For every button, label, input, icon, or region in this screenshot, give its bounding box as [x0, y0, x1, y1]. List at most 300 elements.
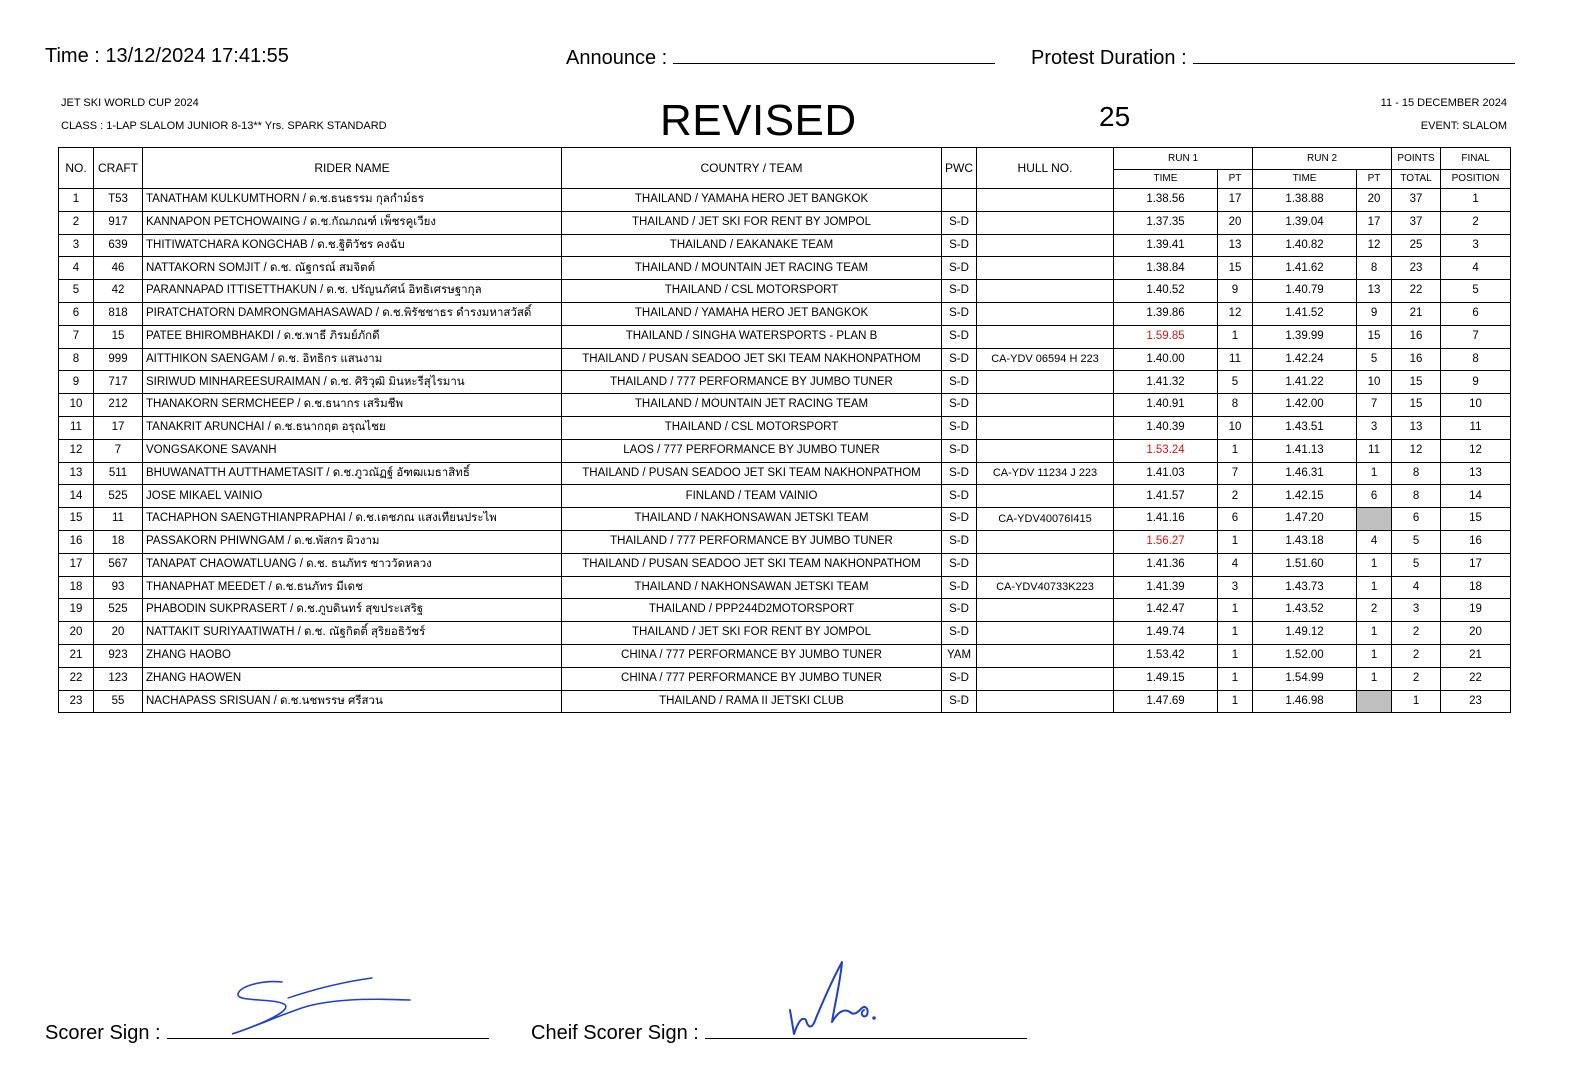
row-final-position: 21 [1441, 644, 1511, 667]
row-final-position: 19 [1441, 599, 1511, 622]
row-run2-pt: 7 [1357, 394, 1392, 417]
row-rider-name: TANAPAT CHAOWATLUANG / ด.ช. ธนภัทร ชาววัดหลวง [143, 553, 562, 576]
row-run1-pt: 1 [1218, 667, 1253, 690]
row-run1-pt: 4 [1218, 553, 1253, 576]
row-run1-time: 1.41.39 [1114, 576, 1218, 599]
row-run1-pt: 17 [1218, 189, 1253, 212]
row-no: 18 [59, 576, 94, 599]
row-pwc: S-D [942, 280, 977, 303]
row-craft: 525 [94, 599, 143, 622]
col-run2: RUN 2 [1253, 148, 1392, 170]
col-points: POINTS [1392, 148, 1441, 170]
row-country-team: THAILAND / MOUNTAIN JET RACING TEAM [562, 394, 942, 417]
row-rider-name: PHABODIN SUKPRASERT / ด.ช.ภูบดินทร์ สุขประเสริฐ [143, 599, 562, 622]
row-country-team: LAOS / 777 PERFORMANCE BY JUMBO TUNER [562, 439, 942, 462]
col-run2-pt: PT [1357, 170, 1392, 189]
sheet-number: 25 [1099, 101, 1131, 132]
row-rider-name: JOSE MIKAEL VAINIO [143, 485, 562, 508]
table-row [59, 325, 1511, 348]
row-hull-no [977, 553, 1114, 576]
row-rider-name: PIRATCHATORN DAMRONGMAHASAWAD / ด.ช.พิรัชชาธร ดำรงมหาสวัสดิ์ [143, 302, 562, 325]
row-final-position: 18 [1441, 576, 1511, 599]
class-label: CLASS : 1-LAP SLALOM JUNIOR 8-13** Yrs. SPARK STANDARD [61, 120, 387, 132]
row-final-position: 9 [1441, 371, 1511, 394]
row-no: 23 [59, 690, 94, 713]
row-hull-no [977, 302, 1114, 325]
row-country-team: THAILAND / YAMAHA HERO JET BANGKOK [562, 302, 942, 325]
row-run1-pt: 13 [1218, 234, 1253, 257]
row-craft: 717 [94, 371, 143, 394]
row-run2-pt [1357, 690, 1392, 713]
row-pwc: S-D [942, 599, 977, 622]
row-rider-name: THITIWATCHARA KONGCHAB / ด.ช.ฐิติวัชร คงฉับ [143, 234, 562, 257]
results-table [58, 147, 1511, 713]
row-run2-time: 1.46.31 [1253, 462, 1357, 485]
col-hull-no: HULL NO. [977, 148, 1114, 189]
table-row [59, 211, 1511, 234]
row-craft: 93 [94, 576, 143, 599]
table-row [59, 576, 1511, 599]
announce-blank-line [673, 45, 995, 64]
row-run1-time: 1.49.74 [1114, 622, 1218, 645]
row-run1-time: 1.53.42 [1114, 644, 1218, 667]
row-rider-name: TANATHAM KULKUMTHORN / ด.ช.ธนธรรม กุลกำม์ธร [143, 189, 562, 212]
row-rider-name: KANNAPON PETCHOWAING / ด.ช.กัณภณฑ์ เพ็ชรคูเวียง [143, 211, 562, 234]
row-country-team: THAILAND / EAKANAKE TEAM [562, 234, 942, 257]
row-no: 1 [59, 189, 94, 212]
table-row [59, 302, 1511, 325]
row-no: 4 [59, 257, 94, 280]
row-run2-time: 1.41.22 [1253, 371, 1357, 394]
row-points-total: 15 [1392, 394, 1441, 417]
row-run1-time: 1.47.69 [1114, 690, 1218, 713]
row-run2-pt: 1 [1357, 576, 1392, 599]
table-row [59, 644, 1511, 667]
row-craft: 818 [94, 302, 143, 325]
row-final-position: 23 [1441, 690, 1511, 713]
row-final-position: 10 [1441, 394, 1511, 417]
row-pwc: S-D [942, 257, 977, 280]
row-run1-pt: 1 [1218, 599, 1253, 622]
row-run1-pt: 1 [1218, 530, 1253, 553]
row-final-position: 7 [1441, 325, 1511, 348]
row-pwc: S-D [942, 348, 977, 371]
row-craft: 567 [94, 553, 143, 576]
row-hull-no [977, 690, 1114, 713]
row-craft: 11 [94, 508, 143, 531]
row-no: 2 [59, 211, 94, 234]
row-run2-time: 1.46.98 [1253, 690, 1357, 713]
row-craft: 123 [94, 667, 143, 690]
row-run1-time: 1.40.39 [1114, 416, 1218, 439]
row-hull-no [977, 530, 1114, 553]
table-row [59, 530, 1511, 553]
scorer-signature [222, 968, 422, 1044]
row-hull-no [977, 371, 1114, 394]
table-row [59, 667, 1511, 690]
row-hull-no [977, 257, 1114, 280]
row-country-team: THAILAND / RAMA II JETSKI CLUB [562, 690, 942, 713]
table-row [59, 462, 1511, 485]
row-no: 9 [59, 371, 94, 394]
table-row [59, 599, 1511, 622]
protest-duration-field [1031, 45, 1515, 70]
row-craft: 525 [94, 485, 143, 508]
row-pwc: S-D [942, 530, 977, 553]
row-craft: T53 [94, 189, 143, 212]
row-run1-time: 1.41.16 [1114, 508, 1218, 531]
row-run2-time: 1.43.73 [1253, 576, 1357, 599]
row-final-position: 12 [1441, 439, 1511, 462]
row-no: 15 [59, 508, 94, 531]
row-run2-pt [1357, 508, 1392, 531]
row-rider-name: ZHANG HAOBO [143, 644, 562, 667]
row-run2-pt: 11 [1357, 439, 1392, 462]
row-run2-time: 1.41.62 [1253, 257, 1357, 280]
row-points-total: 16 [1392, 348, 1441, 371]
col-run1-pt: PT [1218, 170, 1253, 189]
row-pwc: S-D [942, 325, 977, 348]
row-run2-pt: 1 [1357, 644, 1392, 667]
row-run1-pt: 20 [1218, 211, 1253, 234]
row-run2-pt: 2 [1357, 599, 1392, 622]
row-final-position: 1 [1441, 189, 1511, 212]
row-run1-time: 1.53.24 [1114, 439, 1218, 462]
row-run2-time: 1.51.60 [1253, 553, 1357, 576]
table-row [59, 439, 1511, 462]
row-country-team: THAILAND / PUSAN SEADOO JET SKI TEAM NAKHONPATHOM [562, 348, 942, 371]
scorer-sign-label: Scorer Sign : [45, 1022, 161, 1044]
table-row [59, 394, 1511, 417]
event-dates: 11 - 15 DECEMBER 2024 [1380, 97, 1507, 109]
results-body [59, 189, 1511, 713]
row-run1-pt: 1 [1218, 439, 1253, 462]
row-no: 14 [59, 485, 94, 508]
row-run2-time: 1.42.15 [1253, 485, 1357, 508]
row-run2-pt: 10 [1357, 371, 1392, 394]
col-points-total: TOTAL [1392, 170, 1441, 189]
row-rider-name: VONGSAKONE SAVANH [143, 439, 562, 462]
row-craft: 511 [94, 462, 143, 485]
row-craft: 212 [94, 394, 143, 417]
event-name: JET SKI WORLD CUP 2024 [61, 97, 199, 109]
row-run1-pt: 10 [1218, 416, 1253, 439]
row-country-team: THAILAND / MOUNTAIN JET RACING TEAM [562, 257, 942, 280]
row-run2-pt: 1 [1357, 462, 1392, 485]
row-no: 21 [59, 644, 94, 667]
row-no: 16 [59, 530, 94, 553]
row-points-total: 3 [1392, 599, 1441, 622]
row-points-total: 37 [1392, 211, 1441, 234]
row-run2-pt: 15 [1357, 325, 1392, 348]
table-row [59, 280, 1511, 303]
row-pwc: S-D [942, 439, 977, 462]
row-country-team: THAILAND / JET SKI FOR RENT BY JOMPOL [562, 622, 942, 645]
row-rider-name: THANAPHAT MEEDET / ด.ช.ธนภัทร มีเดช [143, 576, 562, 599]
row-pwc: S-D [942, 576, 977, 599]
announce-label: Announce : [566, 47, 668, 69]
row-pwc: S-D [942, 234, 977, 257]
row-hull-no [977, 394, 1114, 417]
row-hull-no [977, 644, 1114, 667]
row-points-total: 25 [1392, 234, 1441, 257]
row-run1-time: 1.59.85 [1114, 325, 1218, 348]
row-hull-no [977, 622, 1114, 645]
row-pwc [942, 189, 977, 212]
row-pwc: S-D [942, 394, 977, 417]
row-no: 12 [59, 439, 94, 462]
row-final-position: 5 [1441, 280, 1511, 303]
row-hull-no [977, 485, 1114, 508]
timestamp: Time : 13/12/2024 17:41:55 [45, 45, 289, 67]
row-craft: 46 [94, 257, 143, 280]
row-no: 13 [59, 462, 94, 485]
row-pwc: S-D [942, 416, 977, 439]
row-rider-name: THANAKORN SERMCHEEP / ด.ช.ธนากร เสริมชีพ [143, 394, 562, 417]
row-points-total: 5 [1392, 553, 1441, 576]
row-run1-time: 1.40.91 [1114, 394, 1218, 417]
row-craft: 15 [94, 325, 143, 348]
col-pwc: PWC [942, 148, 977, 189]
row-country-team: THAILAND / PUSAN SEADOO JET SKI TEAM NAKHONPATHOM [562, 553, 942, 576]
row-run2-pt: 4 [1357, 530, 1392, 553]
row-run1-time: 1.56.27 [1114, 530, 1218, 553]
row-hull-no [977, 234, 1114, 257]
chief-scorer-sign-field [531, 1020, 1027, 1045]
event-type: EVENT: SLALOM [1420, 120, 1507, 132]
row-country-team: THAILAND / CSL MOTORSPORT [562, 416, 942, 439]
row-craft: 55 [94, 690, 143, 713]
row-hull-no [977, 280, 1114, 303]
row-no: 8 [59, 348, 94, 371]
row-rider-name: AITTHIKON SAENGAM / ด.ช. อิทธิกร แสนงาม [143, 348, 562, 371]
row-rider-name: PASSAKORN PHIWNGAM / ด.ช.พัสกร ผิวงาม [143, 530, 562, 553]
row-run1-pt: 1 [1218, 622, 1253, 645]
row-run1-time: 1.41.57 [1114, 485, 1218, 508]
row-final-position: 6 [1441, 302, 1511, 325]
row-points-total: 15 [1392, 371, 1441, 394]
revised-status: REVISED [660, 96, 857, 145]
row-country-team: THAILAND / NAKHONSAWAN JETSKI TEAM [562, 576, 942, 599]
row-run1-pt: 6 [1218, 508, 1253, 531]
row-run1-pt: 2 [1218, 485, 1253, 508]
row-craft: 999 [94, 348, 143, 371]
row-run2-time: 1.43.51 [1253, 416, 1357, 439]
chief-scorer-signature [782, 956, 892, 1040]
row-final-position: 4 [1441, 257, 1511, 280]
row-run1-time: 1.38.84 [1114, 257, 1218, 280]
row-no: 7 [59, 325, 94, 348]
row-run1-time: 1.40.52 [1114, 280, 1218, 303]
row-run1-pt: 3 [1218, 576, 1253, 599]
row-run1-pt: 1 [1218, 644, 1253, 667]
row-run2-time: 1.42.24 [1253, 348, 1357, 371]
row-country-team: THAILAND / 777 PERFORMANCE BY JUMBO TUNER [562, 530, 942, 553]
row-country-team: THAILAND / 777 PERFORMANCE BY JUMBO TUNER [562, 371, 942, 394]
row-run1-time: 1.37.35 [1114, 211, 1218, 234]
row-country-team: CHINA / 777 PERFORMANCE BY JUMBO TUNER [562, 667, 942, 690]
row-points-total: 1 [1392, 690, 1441, 713]
table-row [59, 508, 1511, 531]
col-run2-time: TIME [1253, 170, 1357, 189]
row-run1-time: 1.42.47 [1114, 599, 1218, 622]
row-run2-time: 1.40.79 [1253, 280, 1357, 303]
row-no: 11 [59, 416, 94, 439]
row-points-total: 6 [1392, 508, 1441, 531]
row-rider-name: NATTAKIT SURIYAATIWATH / ด.ช. ณัฐกิตติ์ สุริยอธิวัชร์ [143, 622, 562, 645]
row-rider-name: PARANNAPAD ITTISETTHAKUN / ด.ช. ปรัญนภัศน์ อิทธิเศรษฐากุล [143, 280, 562, 303]
row-run2-pt: 20 [1357, 189, 1392, 212]
row-run2-time: 1.54.99 [1253, 667, 1357, 690]
row-run2-time: 1.49.12 [1253, 622, 1357, 645]
row-rider-name: TANAKRIT ARUNCHAI / ด.ช.ธนากฤต อรุณไชย [143, 416, 562, 439]
row-final-position: 3 [1441, 234, 1511, 257]
row-run1-time: 1.49.15 [1114, 667, 1218, 690]
table-row [59, 416, 1511, 439]
row-run1-pt: 11 [1218, 348, 1253, 371]
row-run2-time: 1.43.18 [1253, 530, 1357, 553]
row-craft: 7 [94, 439, 143, 462]
row-pwc: S-D [942, 371, 977, 394]
row-hull-no [977, 599, 1114, 622]
row-final-position: 14 [1441, 485, 1511, 508]
col-craft: CRAFT [94, 148, 143, 189]
row-hull-no: CA-YDV40076I415 [977, 508, 1114, 531]
row-hull-no [977, 439, 1114, 462]
row-run1-pt: 8 [1218, 394, 1253, 417]
row-rider-name: BHUWANATTH AUTTHAMETASIT / ด.ช.ภูวณัฏฐ์ อัฑฒเมธาสิทธิ์ [143, 462, 562, 485]
table-row [59, 690, 1511, 713]
row-run1-pt: 15 [1218, 257, 1253, 280]
row-pwc: S-D [942, 508, 977, 531]
row-hull-no [977, 667, 1114, 690]
row-final-position: 13 [1441, 462, 1511, 485]
table-row [59, 553, 1511, 576]
row-craft: 42 [94, 280, 143, 303]
table-row [59, 257, 1511, 280]
row-run2-pt: 8 [1357, 257, 1392, 280]
row-run2-time: 1.39.99 [1253, 325, 1357, 348]
row-rider-name: NATTAKORN SOMJIT / ด.ช. ณัฐกรณ์ สมจิตต์ [143, 257, 562, 280]
row-run1-pt: 1 [1218, 325, 1253, 348]
row-run2-time: 1.43.52 [1253, 599, 1357, 622]
row-run1-pt: 12 [1218, 302, 1253, 325]
row-points-total: 23 [1392, 257, 1441, 280]
row-points-total: 8 [1392, 462, 1441, 485]
row-country-team: THAILAND / CSL MOTORSPORT [562, 280, 942, 303]
row-craft: 18 [94, 530, 143, 553]
row-run1-pt: 9 [1218, 280, 1253, 303]
row-run2-time: 1.42.00 [1253, 394, 1357, 417]
row-final-position: 2 [1441, 211, 1511, 234]
row-craft: 917 [94, 211, 143, 234]
row-points-total: 8 [1392, 485, 1441, 508]
row-pwc: S-D [942, 690, 977, 713]
col-final: FINAL [1441, 148, 1511, 170]
row-points-total: 2 [1392, 622, 1441, 645]
row-points-total: 21 [1392, 302, 1441, 325]
row-rider-name: PATEE BHIROMBHAKDI / ด.ช.พาธี ภิรมย์ภักดี [143, 325, 562, 348]
row-no: 10 [59, 394, 94, 417]
row-points-total: 13 [1392, 416, 1441, 439]
row-craft: 923 [94, 644, 143, 667]
row-run2-pt: 9 [1357, 302, 1392, 325]
row-craft: 17 [94, 416, 143, 439]
table-row [59, 234, 1511, 257]
row-pwc: S-D [942, 667, 977, 690]
row-pwc: S-D [942, 622, 977, 645]
row-craft: 639 [94, 234, 143, 257]
row-country-team: THAILAND / JET SKI FOR RENT BY JOMPOL [562, 211, 942, 234]
row-pwc: S-D [942, 553, 977, 576]
row-craft: 20 [94, 622, 143, 645]
row-points-total: 2 [1392, 644, 1441, 667]
row-pwc: YAM [942, 644, 977, 667]
row-points-total: 22 [1392, 280, 1441, 303]
row-run1-time: 1.40.00 [1114, 348, 1218, 371]
row-points-total: 16 [1392, 325, 1441, 348]
row-run2-time: 1.38.88 [1253, 189, 1357, 212]
row-hull-no [977, 211, 1114, 234]
row-no: 5 [59, 280, 94, 303]
table-row [59, 189, 1511, 212]
row-no: 19 [59, 599, 94, 622]
row-run2-pt: 1 [1357, 553, 1392, 576]
row-run1-pt: 5 [1218, 371, 1253, 394]
row-country-team: THAILAND / PUSAN SEADOO JET SKI TEAM NAKHONPATHOM [562, 462, 942, 485]
row-rider-name: NACHAPASS SRISUAN / ด.ช.นชพรรษ ศรีสวน [143, 690, 562, 713]
row-run2-pt: 13 [1357, 280, 1392, 303]
row-hull-no [977, 189, 1114, 212]
row-run2-time: 1.41.52 [1253, 302, 1357, 325]
row-final-position: 8 [1441, 348, 1511, 371]
row-run2-pt: 6 [1357, 485, 1392, 508]
row-final-position: 15 [1441, 508, 1511, 531]
row-final-position: 17 [1441, 553, 1511, 576]
table-row [59, 348, 1511, 371]
row-run2-time: 1.47.20 [1253, 508, 1357, 531]
row-run1-time: 1.39.41 [1114, 234, 1218, 257]
row-run2-time: 1.41.13 [1253, 439, 1357, 462]
row-country-team: FINLAND / TEAM VAINIO [562, 485, 942, 508]
row-run2-pt: 1 [1357, 622, 1392, 645]
chief-scorer-sign-label: Cheif Scorer Sign : [531, 1022, 699, 1044]
row-pwc: S-D [942, 211, 977, 234]
row-hull-no: CA-YDV40733K223 [977, 576, 1114, 599]
row-run2-time: 1.52.00 [1253, 644, 1357, 667]
row-run2-pt: 1 [1357, 667, 1392, 690]
col-country-team: COUNTRY / TEAM [562, 148, 942, 189]
row-run2-time: 1.39.04 [1253, 211, 1357, 234]
col-run1: RUN 1 [1114, 148, 1253, 170]
row-run2-time: 1.40.82 [1253, 234, 1357, 257]
row-no: 20 [59, 622, 94, 645]
col-no: NO. [59, 148, 94, 189]
row-country-team: THAILAND / YAMAHA HERO JET BANGKOK [562, 189, 942, 212]
row-run2-pt: 17 [1357, 211, 1392, 234]
row-country-team: CHINA / 777 PERFORMANCE BY JUMBO TUNER [562, 644, 942, 667]
col-final-position: POSITION [1441, 170, 1511, 189]
table-row [59, 485, 1511, 508]
row-country-team: THAILAND / NAKHONSAWAN JETSKI TEAM [562, 508, 942, 531]
row-points-total: 4 [1392, 576, 1441, 599]
row-hull-no: CA-YDV 11234 J 223 [977, 462, 1114, 485]
row-run1-time: 1.39.86 [1114, 302, 1218, 325]
row-rider-name: ZHANG HAOWEN [143, 667, 562, 690]
row-pwc: S-D [942, 485, 977, 508]
row-points-total: 12 [1392, 439, 1441, 462]
table-row [59, 622, 1511, 645]
